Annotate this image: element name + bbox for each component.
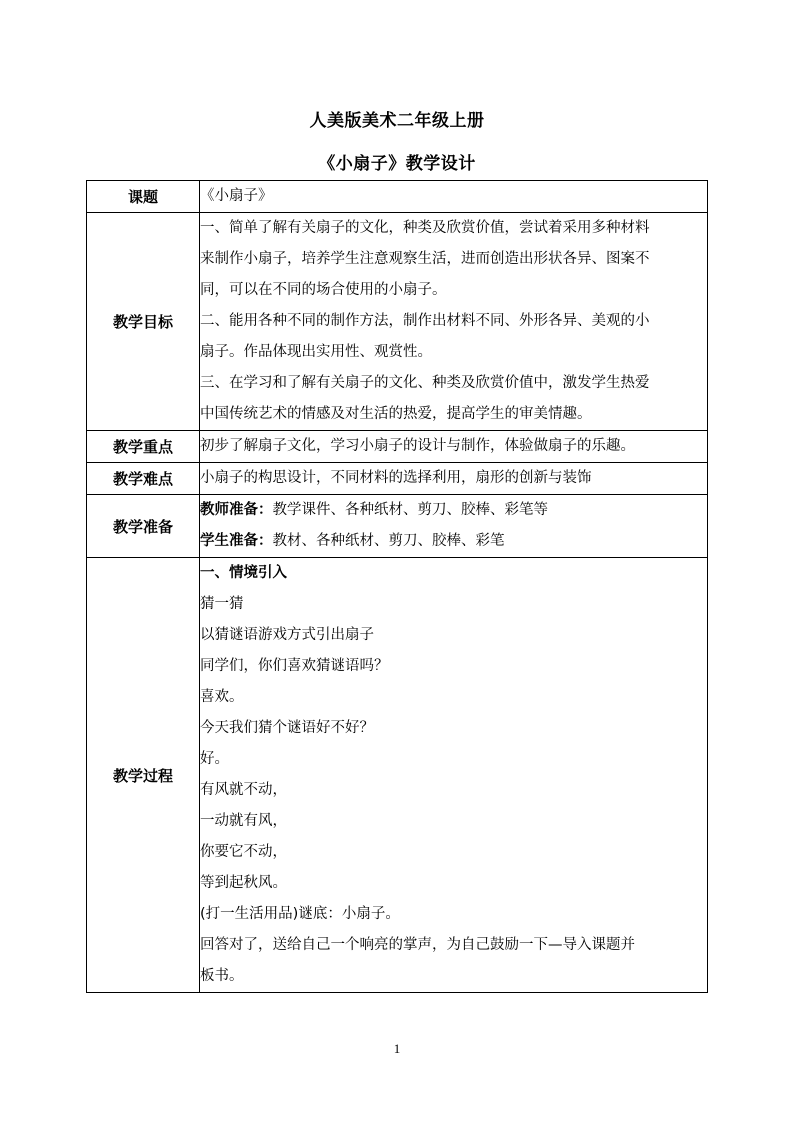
label-difficulty: 教学难点 (87, 463, 200, 495)
process-heading: 一、情境引入 (200, 565, 287, 581)
goal-line: 同，可以在不同的场合使用的小扇子。 (200, 282, 447, 298)
process-line: 以猜谜语游戏方式引出扇子 (200, 627, 374, 643)
row-goals (87, 213, 708, 431)
process-line: 猜一猜 (200, 596, 244, 612)
process-line: 今天我们猜个谜语好不好？ (200, 720, 374, 736)
goal-line: 中国传统艺术的情感及对生活的热爱，提高学生的审美情趣。 (200, 406, 592, 422)
process-line: 一动就有风， (200, 813, 287, 829)
row-prep (87, 495, 708, 558)
lesson-plan-table (86, 180, 708, 993)
cell-goals (200, 213, 708, 431)
student-prep (200, 526, 707, 557)
teacher-prep (200, 495, 707, 526)
goal-line: 三、在学习和了解有关扇子的文化、种类及欣赏价值中，激发学生热爱 (200, 375, 650, 391)
process-line: 你要它不动， (200, 844, 287, 860)
process-line: 好。 (200, 751, 229, 767)
focus-value: 初步了解扇子文化，学习小扇子的设计与制作，体验做扇子的乐趣。 (200, 438, 635, 454)
label-focus: 教学重点 (87, 431, 200, 463)
goal-line: 一、简单了解有关扇子的文化，种类及欣赏价值，尝试着采用多种材料 (200, 220, 650, 236)
cell-topic (200, 181, 708, 213)
goal-line: 扇子。作品体现出实用性、观赏性。 (200, 344, 432, 360)
row-difficulty (87, 463, 708, 495)
difficulty-value: 小扇子的构思设计，不同材料的选择利用，扇形的创新与装饰 (200, 470, 592, 486)
document-subtitle: 《小扇子》教学设计 (318, 154, 476, 174)
row-process (87, 558, 708, 993)
label-prep: 教学准备 (87, 495, 200, 558)
cell-prep (200, 495, 708, 558)
process-line: 回答对了，送给自己一个响亮的掌声，为自己鼓励一下—导入课题并 (200, 937, 635, 953)
document-title: 人美版美术二年级上册 (309, 111, 485, 131)
row-topic (87, 181, 708, 213)
process-line: 同学们，你们喜欢猜谜语吗？ (200, 658, 389, 674)
cell-difficulty (200, 463, 708, 495)
process-line: 板书。 (200, 968, 244, 984)
cell-process (200, 558, 708, 993)
label-topic: 课题 (87, 181, 200, 213)
student-prep-label: 学生准备： (200, 533, 273, 549)
label-goals: 教学目标 (87, 213, 200, 431)
process-line: (打一生活用品)谜底：小扇子。 (200, 906, 400, 922)
cell-focus (200, 431, 708, 463)
goal-line: 二、能用各种不同的制作方法，制作出材料不同、外形各异、美观的小 (200, 313, 650, 329)
process-line: 等到起秋风。 (200, 875, 287, 891)
row-focus (87, 431, 708, 463)
student-prep-value: 教材、各种纸材、剪刀、胶棒、彩笔 (272, 533, 505, 549)
page-number: 1 (393, 1041, 401, 1056)
topic-value: 《小扇子》 (200, 188, 273, 204)
teacher-prep-label: 教师准备： (200, 502, 273, 518)
label-process: 教学过程 (87, 558, 200, 993)
teacher-prep-value: 教学课件、各种纸材、剪刀、胶棒、彩笔等 (272, 502, 548, 518)
goal-line: 来制作小扇子，培养学生注意观察生活，进而创造出形状各异、图案不 (200, 251, 650, 267)
process-line: 有风就不动， (200, 782, 287, 798)
process-line: 喜欢。 (200, 689, 244, 705)
